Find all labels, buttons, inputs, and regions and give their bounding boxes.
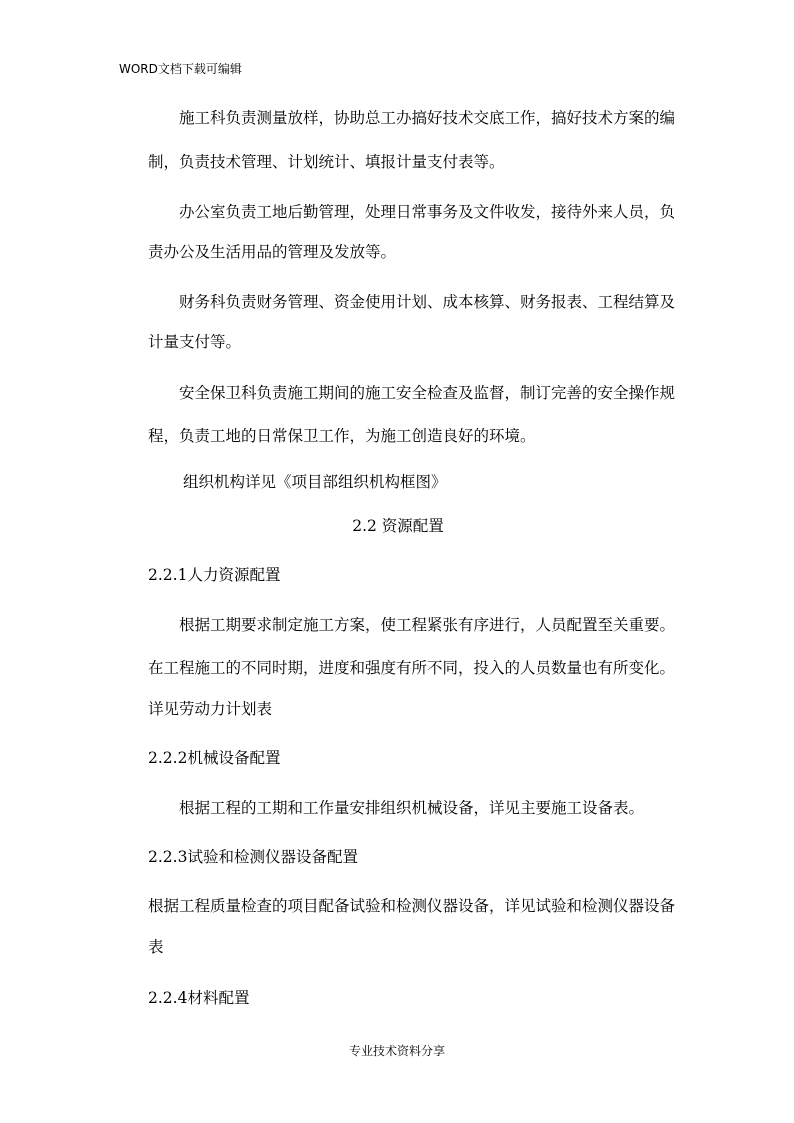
paragraph-line: 在工程施工的不同时期，进度和强度有所不同，投入的人员数量也有所变化。: [148, 659, 676, 677]
paragraph-line: 办公室负责工地后勤管理，处理日常事务及文件收发，接待外来人员，负: [179, 203, 676, 221]
page-header: WORD文档下载可编辑: [119, 62, 242, 76]
subsection-heading: 2.2.2机械设备配置: [148, 749, 281, 767]
paragraph-line: 根据工程质量检查的项目配备试验和检测仪器设备，详见试验和检测仪器设备: [148, 897, 676, 915]
paragraph-line: 组织机构详见《项目部组织机构框图》: [183, 473, 447, 491]
paragraph-line: 责办公及生活用品的管理及发放等。: [148, 243, 397, 261]
paragraph-line: 根据工程的工期和工作量安排组织机械设备，详见主要施工设备表。: [179, 799, 645, 817]
subsection-heading: 2.2.4材料配置: [148, 989, 250, 1007]
subsection-heading: 2.2.3试验和检测仪器设备配置: [148, 848, 358, 866]
subsection-heading: 2.2.1人力资源配置: [148, 566, 281, 584]
section-heading: 2.2 资源配置: [352, 517, 444, 535]
paragraph-line: 制，负责技术管理、计划统计、填报计量支付表等。: [148, 153, 505, 171]
paragraph-line: 安全保卫科负责施工期间的施工安全检查及监督，制订完善的安全操作规: [179, 384, 676, 402]
paragraph-line: 程，负责工地的日常保卫工作，为施工创造良好的环境。: [148, 427, 536, 445]
paragraph-line: 表: [148, 938, 164, 956]
paragraph-line: 计量支付等。: [148, 333, 242, 351]
page-footer: 专业技术资料分享: [348, 1044, 445, 1058]
paragraph-line: 财务科负责财务管理、资金使用计划、成本核算、财务报表、工程结算及: [179, 293, 676, 311]
paragraph-line: 详见劳动力计划表: [148, 700, 273, 718]
paragraph-line: 施工科负责测量放样，协助总工办搞好技术交底工作，搞好技术方案的编: [179, 109, 676, 127]
paragraph-line: 根据工期要求制定施工方案，使工程紧张有序进行，人员配置至关重要。: [179, 616, 676, 634]
